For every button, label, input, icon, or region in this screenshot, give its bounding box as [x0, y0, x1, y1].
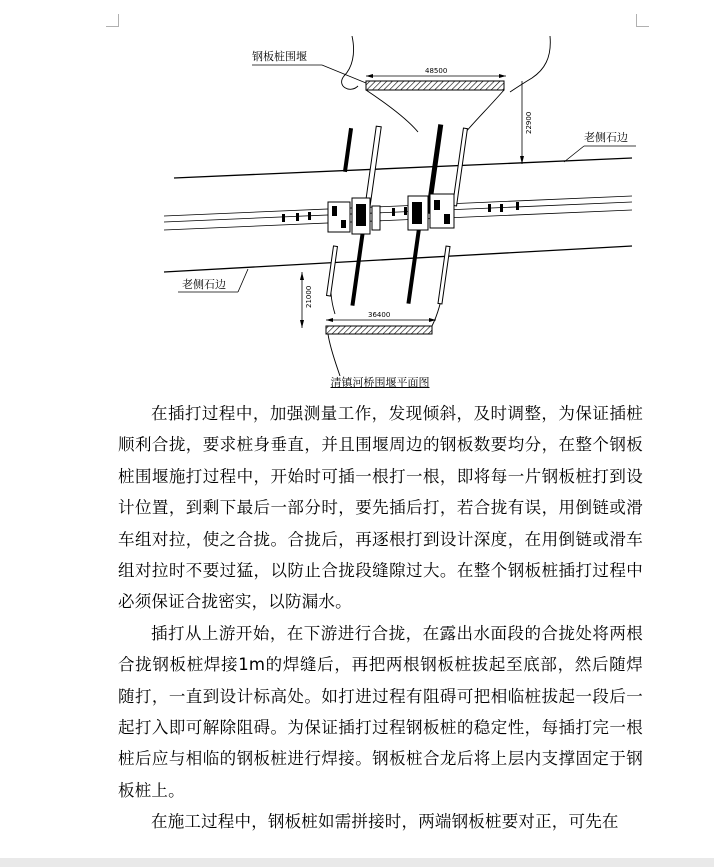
dim-left-height: 21000 — [305, 285, 313, 308]
road-edge-line — [174, 158, 632, 178]
document-body — [118, 398, 643, 838]
crop-mark-top-right — [636, 14, 649, 27]
figure-caption: 清镇河桥围堰平面图 — [330, 376, 430, 389]
paragraph: 插打从上游开始，在下游进行合拢，在露出水面段的合拢处将两根合拢钢板桩焊接1m的焊缝后，再把两根钢板桩拔起至底部，然后随焊随打，一直到设计标高处。如打进过程有阻碍可把相临桩拔起一段后一起打入即可解除阻碍。为保证插打过程钢板桩的稳定性，每插打完一根桩后应与相临的钢板桩进行焊接。钢板桩合龙后将上层内支撑固定于钢板桩上。 — [118, 623, 643, 800]
pile-row — [327, 246, 338, 296]
cofferdam-wall — [366, 90, 418, 132]
road-center-line — [164, 202, 632, 222]
road-edge-line — [164, 246, 632, 272]
pile-row — [343, 128, 353, 172]
cofferdam-plan-drawing — [160, 36, 640, 376]
label-cofferdam: 钢板桩围堰 — [252, 50, 307, 63]
crop-mark-top-left — [106, 14, 119, 27]
label-old-curb-right: 老侧石边 — [584, 131, 628, 144]
pile-row — [453, 128, 468, 206]
pile-row — [438, 246, 450, 304]
pier-cluster-right — [408, 194, 454, 230]
dim-top-width: 48500 — [425, 67, 448, 75]
pile-row — [350, 226, 365, 306]
page-bottom-edge — [0, 858, 714, 867]
dim-right-height: 22900 — [525, 111, 533, 134]
river-bank-line — [342, 36, 358, 89]
dim-bottom-width: 36400 — [368, 311, 391, 319]
cofferdam-top-bar — [366, 81, 504, 90]
paragraph: 在施工过程中，钢板桩如需拼接时，两端钢板桩要对正，可先在 — [151, 812, 619, 832]
cofferdam-wall — [464, 90, 504, 134]
label-old-curb-left: 老侧石边 — [182, 278, 226, 291]
pier-cluster-left — [328, 198, 380, 234]
river-bank-line — [510, 36, 550, 92]
paragraph: 在插打过程中，加强测量工作，发现倾斜，及时调整，为保证插桩顺利合拢，要求桩身垂直，并且围堰周边的钢板数要均分，在整个钢板桩围堰施打过程中，开始时可插一根打一根，即将每一片钢板桩打到设计位置，到剩下最后一部分时，要先插后打，若合拢有误，用倒链或滑车组对拉，使之合拢。合拢后，再逐根打到设计深度，在用倒链或滑车组对拉时不要过猛，以防止合拢段缝隙过大。在整个钢板桩插打过程中必须保证合拢密实，以防漏水。 — [118, 404, 643, 612]
cofferdam-bottom-bar — [326, 326, 432, 334]
pile-row — [406, 224, 421, 304]
